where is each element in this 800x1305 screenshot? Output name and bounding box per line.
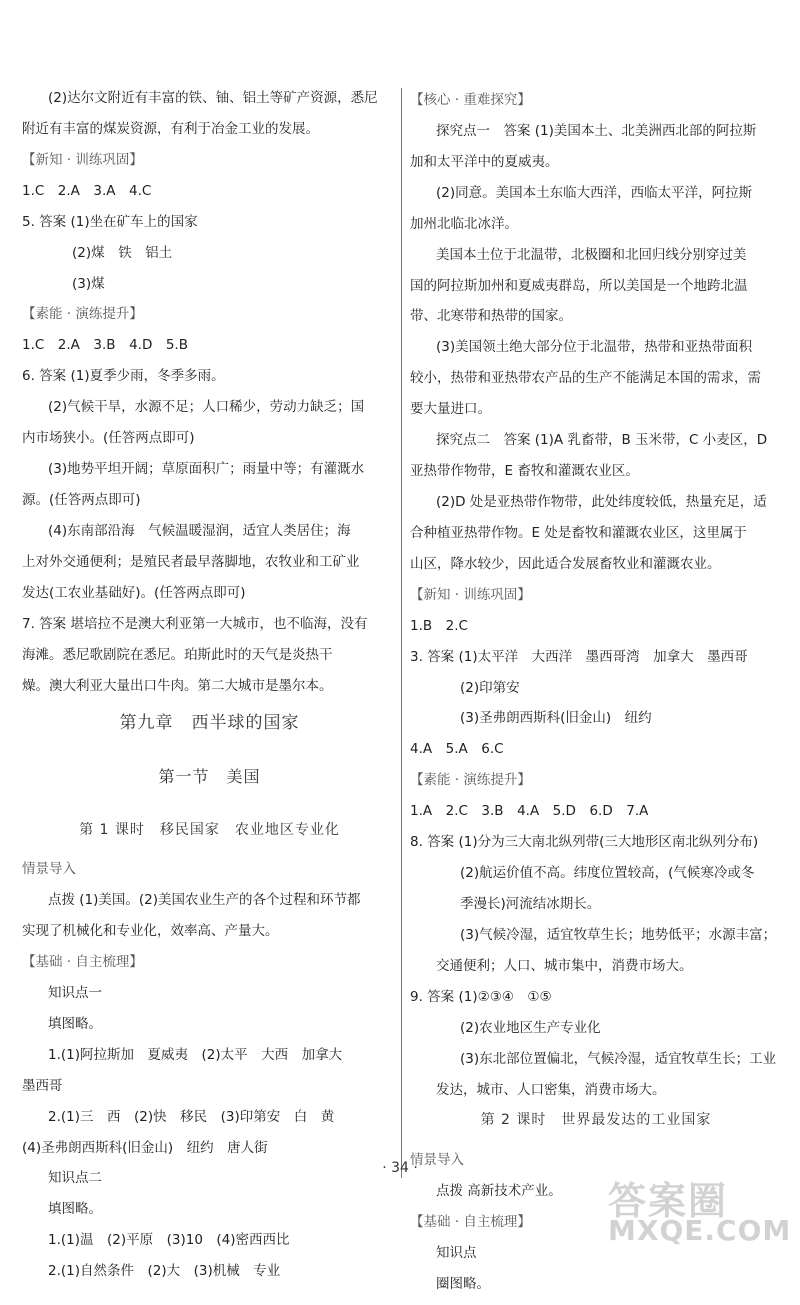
left-line: 填图略。 (48, 1201, 102, 1218)
left-line: 发达(工农业基础好)。(任答两点即可) (22, 584, 246, 601)
left-line: 点拨 (1)美国。(2)美国农业生产的各个过程和环节都 (48, 892, 361, 909)
left-line: 2.(1)三 西 (2)快 移民 (3)印第安 白 黄 (48, 1108, 335, 1125)
right-column (410, 88, 782, 1305)
watermark-url: MXQE.COM (608, 1214, 792, 1247)
right-line: 加和太平洋中的夏威夷。 (410, 153, 559, 170)
right-line: 9. 答案 (1)②③④ ①⑤ (410, 988, 552, 1005)
left-line: 【素能 · 演练提升】 (22, 306, 143, 323)
left-line: 知识点二 (48, 1170, 102, 1187)
left-line: 第九章 西半球的国家 (119, 713, 300, 734)
right-line: (3)美国领土绝大部分位于北温带，热带和亚热带面积 (436, 339, 753, 356)
left-column (22, 88, 397, 1292)
left-line: 填图略。 (48, 1015, 102, 1032)
right-line: 8. 答案 (1)分为三大南北纵列带(三大地形区南北纵列分布) (410, 834, 759, 851)
left-line: 墨西哥 (22, 1077, 63, 1094)
right-line: 【基础 · 自主梳理】 (410, 1213, 531, 1230)
column-divider (401, 88, 402, 1178)
right-line: 圈图略。 (436, 1275, 490, 1292)
left-line: (3)煤 (72, 275, 105, 292)
left-line: 【新知 · 训练巩固】 (22, 151, 143, 168)
left-line: (2)气候干旱，水源不足；人口稀少，劳动力缺乏；国 (48, 399, 365, 416)
right-line: 季漫长)河流结冰期长。 (460, 895, 601, 912)
watermark-text: 答案圈 (608, 1179, 729, 1223)
left-line: (2)达尔文附近有丰富的铁、铀、铝土等矿产资源，悉尼 (48, 90, 378, 106)
right-line: 合种植亚热带作物。E 处是畜牧和灌溉农业区，这里属于 (410, 524, 747, 541)
left-line: 实现了机械化和专业化，效率高、产量大。 (22, 923, 279, 940)
left-line: 海滩。悉尼歌剧院在悉尼。珀斯此时的天气是炎热干 (22, 646, 333, 663)
right-line: 发达，城市、人口密集，消费市场大。 (436, 1081, 666, 1098)
right-line: (2)D 处是亚热带作物带，此处纬度较低，热量充足，适 (436, 493, 767, 510)
right-line: 带、北寒带和热带的国家。 (410, 308, 572, 325)
right-line: 较小，热带和亚热带农产品的生产不能满足本国的需求，需 (410, 370, 761, 387)
right-line: 【素能 · 演练提升】 (410, 772, 531, 789)
right-line: 【核心 · 重难探究】 (410, 92, 531, 108)
left-line: 1.C 2.A 3.A 4.C (22, 182, 152, 199)
left-line: 上对外交通便利；是殖民者最早落脚地，农牧业和工矿业 (22, 553, 360, 570)
left-line: (2)煤 铁 铝土 (72, 244, 173, 261)
right-line: (3)气候冷湿，适宜牧草生长；地势低平；水源丰富； (460, 926, 777, 943)
right-line: 美国本土位于北温带，北极圈和北回归线分别穿过美 (436, 246, 747, 263)
right-line: 【新知 · 训练巩固】 (410, 586, 531, 603)
right-line: (3)圣弗朗西斯科(旧金山) 纽约 (460, 710, 652, 727)
left-line: (3)地势平坦开阔；草原面积广；雨量中等；有灌溉水 (48, 461, 365, 478)
right-line: (2)农业地区生产专业化 (460, 1019, 601, 1036)
right-line: 国的阿拉斯加州和夏威夷群岛，所以美国是一个地跨北温 (410, 277, 748, 294)
left-line: 【基础 · 自主梳理】 (22, 954, 143, 971)
left-line: 源。(任答两点即可) (22, 491, 141, 508)
page-number: · 34 · (382, 1160, 418, 1176)
right-line: (2)航运价值不高。纬度位置较高，(气候寒冷或冬 (460, 865, 755, 882)
left-line: 5. 答案 (1)坐在矿车上的国家 (22, 213, 198, 230)
left-line: (4)东南部沿海 气候温暖湿润，适宜人类居住；海 (48, 522, 351, 539)
right-line: 知识点 (436, 1244, 477, 1261)
left-line: 6. 答案 (1)夏季少雨，冬季多雨。 (22, 368, 225, 385)
right-line: 3. 答案 (1)太平洋 大西洋 墨西哥湾 加拿大 墨西哥 (410, 648, 748, 665)
left-line: 内市场狭小。(任答两点即可) (22, 430, 195, 447)
right-line: 亚热带作物带，E 畜牧和灌溉农业区。 (410, 463, 639, 480)
right-line: 探究点一 答案 (1)美国本土、北美洲西北部的阿拉斯 (436, 122, 757, 139)
right-line: 加州北临北冰洋。 (410, 215, 518, 232)
right-line: (3)东北部位置偏北，气候冷湿，适宜牧草生长；工业 (460, 1050, 777, 1067)
right-line: (2)印第安 (460, 679, 520, 696)
right-line: (2)同意。美国本土东临大西洋，西临太平洋，阿拉斯 (436, 184, 753, 201)
left-line: 燥。澳大利亚大量出口牛肉。第二大城市是墨尔本。 (22, 677, 333, 694)
left-line: 7. 答案 堪培拉不是澳大利亚第一大城市，也不临海，没有 (22, 615, 368, 632)
left-line: 2.(1)自然条件 (2)大 (3)机械 专业 (48, 1263, 281, 1280)
right-line: 情景导入 (410, 1152, 464, 1169)
right-line: 山区，降水较少，因此适合发展畜牧业和灌溉农业。 (410, 555, 721, 572)
right-line: 1.A 2.C 3.B 4.A 5.D 6.D 7.A (410, 803, 649, 820)
left-line: 知识点一 (48, 984, 102, 1001)
left-line: 1.C 2.A 3.B 4.D 5.B (22, 337, 188, 354)
right-line: 要大量进口。 (410, 401, 491, 418)
watermark-logo (600, 1170, 792, 1250)
left-line: 附近有丰富的煤炭资源，有利于冶金工业的发展。 (22, 120, 319, 137)
left-line: 第一节 美国 (158, 766, 261, 786)
right-line: 探究点二 答案 (1)A 乳畜带，B 玉米带，C 小麦区，D (436, 432, 768, 449)
left-line: 1.(1)阿拉斯加 夏威夷 (2)太平 大西 加拿大 (48, 1046, 343, 1063)
left-line: (4)圣弗朗西斯科(旧金山) 纽约 唐人街 (22, 1139, 268, 1156)
right-line: 4.A 5.A 6.C (410, 741, 504, 758)
right-line: 交通便利；人口、城市集中，消费市场大。 (436, 957, 693, 974)
left-line: 情景导入 (22, 861, 76, 878)
right-line: 第 2 课时 世界最发达的工业国家 (480, 1112, 712, 1129)
right-line: 点拨 高新技术产业。 (436, 1183, 562, 1200)
left-line: 1.(1)温 (2)平原 (3)10 (4)密西西比 (48, 1232, 290, 1249)
left-line: 第 1 课时 移民国家 农业地区专业化 (79, 821, 340, 838)
right-line: 1.B 2.C (410, 617, 468, 634)
